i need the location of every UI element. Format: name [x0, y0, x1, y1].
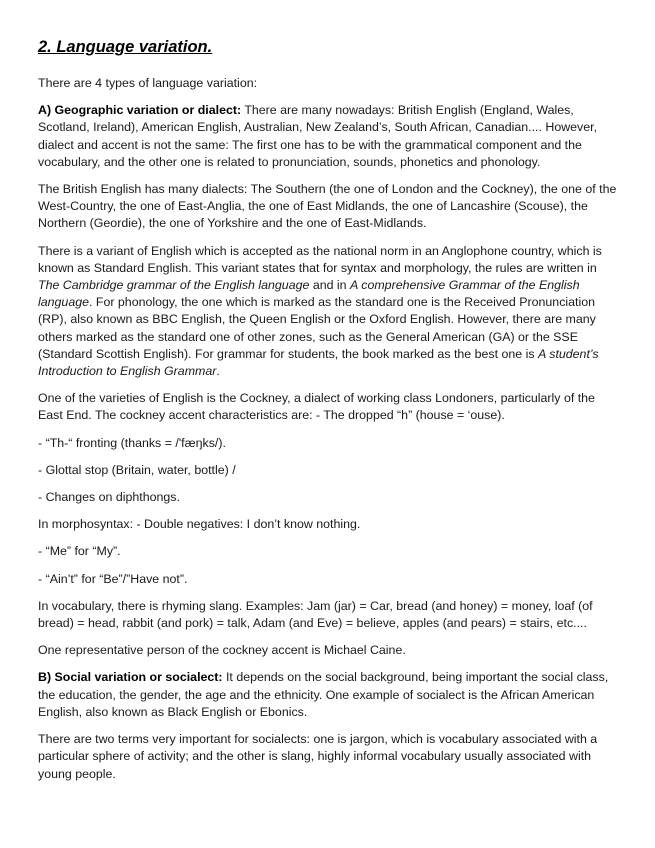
morphosyntax-item: - “Ain’t” for “Be”/”Have not”.: [38, 571, 188, 586]
standard-text-2: and in: [309, 278, 351, 293]
cockney-item: - “Th-“ fronting (thanks = /'fæŋks/).: [38, 435, 226, 450]
social-variation-heading: B) Social variation or socialect:: [38, 670, 223, 685]
geographic-variation-text: There are many nowadays: British English (England, Wales, Scotland, Ireland), American English, Australian, New Zealand’s, South African, Canadian.... However, dialect and accent is not the same: The first one has to be with the grammatical component and the vocabulary, and the other one is related to pronunciation, sounds, phonetics and phonology.: [38, 103, 598, 169]
standard-text-1: There is a variant of English which is accepted as the national norm in an Anglophone country, which is known as Standard English. This variant states that for syntax and morphology, the rules are written in: [38, 243, 602, 275]
vocabulary-paragraph: In vocabulary, there is rhyming slang. Examples: Jam (jar) = Car, bread (and honey) = money, loaf (of bread) = head, rabbit (and pork) = talk, Adam (and Eve) = believe, apples (and pears) = stairs, etc....: [38, 598, 593, 631]
cockney-item: - Changes on diphthongs.: [38, 490, 180, 505]
book-title-cambridge: The Cambridge grammar of the English language: [38, 278, 310, 293]
intro-paragraph: There are 4 types of language variation:: [38, 76, 258, 90]
social-variation-text: It depends on the social background, being important the social class, the education, the gender, the age and the ethnicity. One example of socialect is the African American English, also known as Black English or Ebonics.: [38, 670, 609, 719]
social-variation-paragraph: [38, 669, 617, 721]
standard-text-3: . For phonology, the one which is marked as the standard one is the Received Pronunciation (RP), also known as BBC English, the Queen English or the Oxford English. However, there are many others marked as the standard one of other zones, such as the General American (GA) or the SSE (Standard Scottish English). For grammar for students, the book marked as the best one is: [38, 295, 596, 361]
book-title-students: A student’s Introduction to English Grammar: [38, 346, 599, 379]
morphosyntax-paragraph: In morphosyntax: - Double negatives: I don’t know nothing.: [38, 517, 361, 532]
morphosyntax-item: - “Me” for “My”.: [38, 544, 121, 559]
geographic-variation-heading: A) Geographic variation or dialect:: [38, 103, 242, 118]
standard-text-4: .: [216, 364, 220, 379]
cockney-item: - Glottal stop (Britain, water, bottle) /: [38, 462, 236, 477]
page-title: 2. Language variation.: [38, 38, 213, 56]
geographic-variation-paragraph: [38, 102, 617, 171]
cockney-intro-paragraph: One of the varieties of English is the Cockney, a dialect of working class Londoners, particularly of the East End. The cockney accent characteristics are: - The dropped “h” (house = ‘ouse).: [38, 391, 595, 423]
book-title-comprehensive: A comprehensive Grammar of the English language: [38, 278, 580, 310]
jargon-slang-paragraph: There are two terms very important for socialects: one is jargon, which is vocabulary associated with a particular sphere of activity; and the other is slang, highly informal vocabulary usually associated with young people.: [38, 732, 598, 781]
standard-english-paragraph: [38, 243, 617, 381]
british-dialects-paragraph: The British English has many dialects: The Southern (the one of London and the Cockney), the one of the West-Country, the one of East-Anglia, the one of East Midlands, the one of Lancashire (Scouse), the Northern (Geordie), the one of Yorkshire and the one of East-Midlands.: [38, 182, 617, 231]
representative-paragraph: One representative person of the cockney accent is Michael Caine.: [38, 643, 406, 658]
